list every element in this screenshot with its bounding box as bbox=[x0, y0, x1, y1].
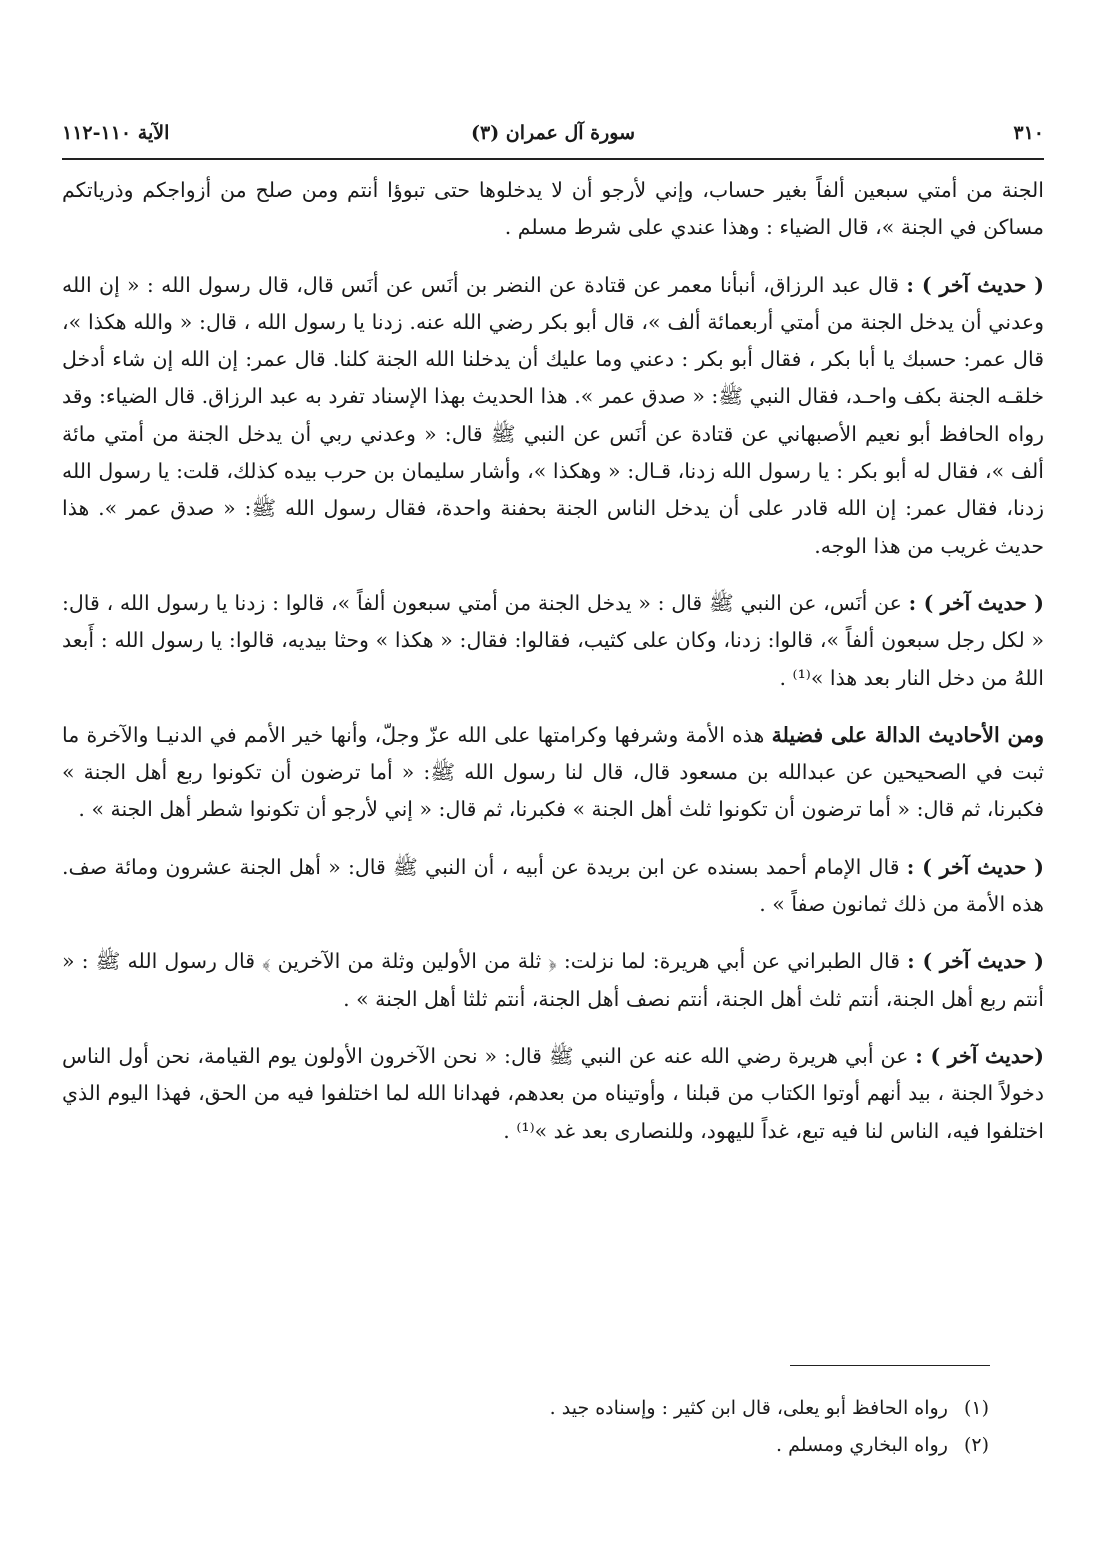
main-text bbox=[62, 172, 1044, 1170]
paragraph-text: هذه الأمة وشرفها وكرامتها على الله عزّ وجلّ، وأنها خير الأمم في الدنيـا والآخرة ما ثبت في الصحيحين عن عبدالله بن مسعود قال، قال لنا رسول الله ﷺ: « أما ترضون أن تكونوا ربع أهل الجنة » فكبرنا، ثم قال: « أما ترضون أن تكونوا ثلث أهل الجنة » فكبرنا، ثم قال: « إني لأرجو أن تكونوا شطر أهل الجنة » . bbox=[62, 722, 1044, 822]
paragraph-3 bbox=[62, 585, 1044, 697]
page-number: ٣١٠ bbox=[1013, 122, 1044, 144]
paragraph-6 bbox=[62, 943, 1044, 1018]
footnote-number: (١) bbox=[963, 1397, 989, 1419]
paragraph-1 bbox=[62, 172, 1044, 247]
paragraph-5 bbox=[62, 849, 1044, 924]
footnote-divider bbox=[790, 1365, 990, 1366]
footnote-1 bbox=[62, 1390, 989, 1427]
surah-title: (٣) سورة آل عمران bbox=[470, 122, 636, 144]
paragraph-4 bbox=[62, 717, 1044, 829]
paragraph-text: عن أبي هريرة رضي الله عنه عن النبي ﷺ قال: « نحن الآخرون الأولون يوم القيامة، نحن أول الناس دخولاً الجنة ، بيد أنهم أوتوا الكتاب من قبلنا ، وأوتيناه من بعدهم، فهدانا الله لما اختلفوا فيه من الحق، فهذا اليوم الذي اختلفوا فيه، الناس لنا فيه تبع، غداً لليهود، وللنصارى بعد غد »⁽¹⁾ . bbox=[62, 1043, 1044, 1143]
paragraph-lead: ( حديث آخر ) : bbox=[907, 949, 1044, 974]
paragraph-lead: ومن الأحاديث الدالة على فضيلة bbox=[771, 722, 1044, 747]
footnotes bbox=[62, 1390, 989, 1464]
ayah-range: الآية ١١٠-١١٢ bbox=[62, 122, 170, 144]
footnote-text: رواه البخاري ومسلم . bbox=[776, 1434, 948, 1456]
paragraph-text: قال عبد الرزاق، أنبأنا معمر عن قتادة عن النضر بن أنَس عن أنَس قال، قال رسول الله : « إن الله وعدني أن يدخل الجنة من أمتي أربعمائة ألف »، قال أبو بكر رضي الله عنه. زدنا يا رسول الله ، قال: « والله هكذا »، قال عمر: حسبك يا أبا بكر ، فقال أبو بكر : دعني وما عليك أن يدخلنا الله الجنة كلنا. قال عمر: إن الله إن شاء أدخل خلقـه الجنة بكف واحـد، فقال النبي ﷺ: « صدق عمر ». هذا الحديث بهذا الإسناد تفرد به عبد الرزاق. قال الضياء: وقد رواه الحافظ أبو نعيم الأصبهاني عن قتادة عن أنَس عن النبي ﷺ قال: « وعدني ربي أن يدخل الجنة من أمتي مائة ألف »، فقال له أبو بكر : يا رسول الله زدنا، قـال: « وهكذا »، وأشار سليمان بن حرب بيده كذلك، قلت: يا رسول الله زدنا، فقال عمر: إن الله قادر على أن يدخل الناس الجنة بحفنة واحدة، فقال رسول الله ﷺ: « صدق عمر ». هذا حديث غريب من هذا الوجه. bbox=[62, 272, 1044, 558]
paragraph-7 bbox=[62, 1038, 1044, 1150]
footnote-text: رواه الحافظ أبو يعلى، قال ابن كثير : وإسناده جيد . bbox=[549, 1397, 948, 1419]
paragraph-text: عن أنَس، عن النبي ﷺ قال : « يدخل الجنة من أمتي سبعون ألفاً »، قالوا : زدنا يا رسول الله ، قال: « لكل رجل سبعون ألفاً »، قالوا: زدنا، وكان على كثيب، فقالوا: فقال: « هكذا » وحثا بيديه، قالوا: يا رسول الله : أَبعد اللهُ من دخل النار بعد هذا »⁽¹⁾ . bbox=[62, 590, 1044, 690]
footnote-number: (٢) bbox=[963, 1434, 989, 1456]
footnote-2 bbox=[62, 1427, 989, 1464]
paragraph-lead: ( حديث آخر ) : bbox=[906, 854, 1044, 879]
paragraph-text: الجنة من أمتي سبعين ألفاً بغير حساب، وإني لأرجو أن لا يدخلوها حتى تبوؤا أنتم ومن صلح من أزواجكم وذرياتكم مساكن في الجنة »، قال الضياء : وهذا عندي على شرط مسلم . bbox=[62, 178, 1044, 240]
paragraph-lead: (حديث آخر ) : bbox=[915, 1043, 1044, 1068]
paragraph-lead: ( حديث آخر ) : bbox=[908, 590, 1044, 615]
paragraph-lead: ( حديث آخر ) : bbox=[906, 272, 1044, 297]
paragraph-text: قال الطبراني عن أبي هريرة: لما نزلت: ﴿ ثلة من الأولين وثلة من الآخرين ﴾ قال رسول الله ﷺ : « أنتم ربع أهل الجنة، أنتم ثلث أهل الجنة، أنتم نصف أهل الجنة، أنتم ثلثا أهل الجنة » . bbox=[62, 949, 1044, 1011]
paragraph-2 bbox=[62, 267, 1044, 565]
paragraph-text: قال الإمام أحمد بسنده عن ابن بريدة عن أبيه ، أن النبي ﷺ قال: « أهل الجنة عشرون ومائة صف. هذه الأمة من ذلك ثمانون صفاً » . bbox=[62, 854, 1044, 917]
page-header bbox=[62, 118, 1044, 160]
